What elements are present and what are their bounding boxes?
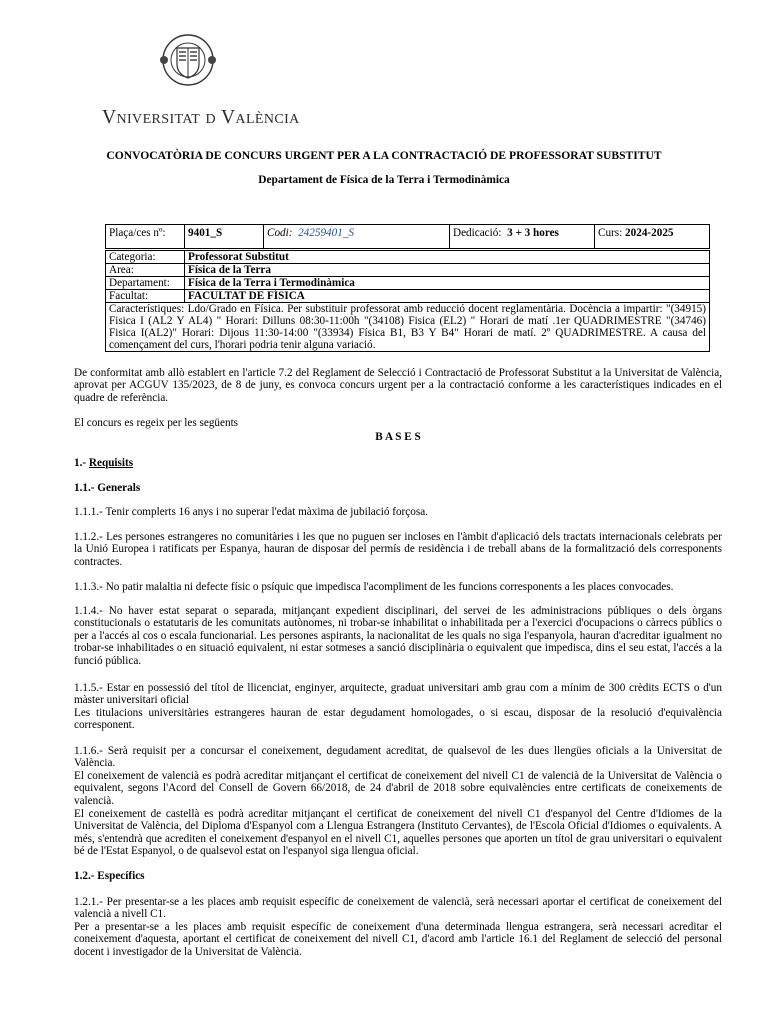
bases-heading: B A S E S	[375, 431, 421, 443]
summary-table	[105, 224, 710, 249]
university-seal-icon	[148, 34, 228, 86]
paragraph-1-1-6a: 1.1.6.- Serà requisit per a concursar el coneixement, degudament acreditat, de qualsevol de les dues llengües oficials a la Universitat de València.	[74, 745, 722, 770]
dedication-cell	[450, 225, 595, 249]
category-value: Professorat Substitut	[185, 251, 710, 264]
university-wordmark: Vniversitat d València	[102, 107, 300, 128]
dedication-label: Dedicació:	[453, 227, 502, 239]
page-title: CONVOCATÒRIA DE CONCURS URGENT PER A LA CONTRACTACIÓ DE PROFESSORAT SUBSTITUT	[106, 149, 662, 162]
area-label: Area:	[106, 264, 185, 277]
section-number: 1.-	[74, 457, 87, 469]
paragraph-1-2-1a: 1.2.1.- Per presentar-se a les places amb requisit específic de coneixement de valencià, serà necessari aportar el certificat de coneixement del valencià a nivell C1.	[74, 896, 722, 921]
paragraph-1-1-6c: El coneixement de castellà es podrà acreditar mitjançant el certificat de coneixement del nivell C1 d'espanyol del Centre d'Idiomes de la Universitat de València, del Diploma d'Espanyol com a Llengua Estrangera (Instituto Cervantes), de l'Escola Oficial d'Idiomes o equivalents. A més, s'entendrà que acrediten el coneixement d'espanyol en el nivell C1, aquelles persones que aporten un títol de grau universitari o equivalent bé de l'Estat Espanyol, o de qualsevol estat on l'espanyol siga llengua oficial.	[74, 808, 722, 858]
intro-paragraph: De conformitat amb allò establert en l'article 7.2 del Reglament de Selecció i Contractació de Professorat Substitut a la Universitat de València, aprovat per ACGUV 135/2023, de 8 de juny, es convoca concurs urgent per a la contractació conforme a les característiques indicades en el quadre de referència.	[74, 367, 722, 404]
faculty-label: Facultat:	[106, 290, 185, 303]
paragraph-1-1-1: 1.1.1.- Tenir complerts 16 anys i no superar l'edat màxima de jubilació forçosa.	[74, 506, 428, 518]
department-title: Departament de Física de la Terra i Termodinàmica	[258, 174, 510, 186]
paragraph-1-1-5b: Les titulacions universitàries estrangeres hauran de estar degudament homologades, o si escau, disposar de la resolució d'equivalència corresponent.	[74, 707, 722, 732]
code-label: Codi:	[267, 227, 293, 239]
section-requisits	[74, 457, 722, 469]
category-label: Categoria:	[106, 251, 185, 264]
course-label: Curs:	[598, 227, 623, 239]
paragraph-1-1-2: 1.1.2.- Les persones estrangeres no comunitàries i les que no puguen ser incloses en l'àmbit d'aplicació dels tractats internacionals celebrats per la Unió Europea i ratificats per Espanya, hauran de disposar del permís de residència i de treball abans de la formalització dels corresponents contractes.	[74, 531, 722, 568]
dedication-value: 3 + 3 hores	[507, 227, 559, 239]
details-table	[105, 250, 710, 352]
paragraph-1-2-1b: Per a presentar-se a les places amb requisit específic de coneixement d'una determinada llengua estrangera, serà necessari acreditar el coneixement d'aquesta, aportant el certificat de coneixement del nivell C1, d'acord amb l'article 16.1 del Reglament de selecció del personal docent i investigador de la Universitat de València.	[74, 921, 722, 958]
faculty-value: FACULTAT DE FÍSICA	[185, 290, 710, 303]
area-value: Física de la Terra	[185, 264, 710, 277]
department-label: Departament:	[106, 277, 185, 290]
place-value: 9401_S	[185, 225, 264, 249]
subsection-generals: 1.1.- Generals	[74, 482, 141, 494]
course-value: 2024-2025	[625, 227, 674, 239]
features-row	[106, 303, 710, 352]
paragraph-1-1-5a: 1.1.5.- Estar en possessió del títol de llicenciat, enginyer, arquitecte, graduat universitari amb grau com a mínim de 300 crèdits ECTS o d'un màster universitari oficial	[74, 682, 722, 707]
faculty-row	[106, 290, 710, 303]
category-row	[106, 251, 710, 264]
code-cell	[264, 225, 450, 249]
code-value: 24259401_S	[298, 227, 355, 239]
department-value: Física de la Terra i Termodinàmica	[185, 277, 710, 290]
course-cell	[595, 225, 710, 249]
paragraph-1-1-6b: El coneixement de valencià es podrà acreditar mitjançant el certificat de coneixement del nivell C1 de valencià de la Universitat de València o equivalent, segons l'Acord del Consell de Govern 66/2018, de 24 d'abril de 2018 sobre equivalències entre certificats de coneixements de valencià.	[74, 770, 722, 807]
summary-row	[106, 225, 710, 249]
section-title: Requisits	[88, 457, 134, 469]
area-row	[106, 264, 710, 277]
place-label: Plaça/ces nº:	[106, 225, 185, 249]
subsection-especifics: 1.2.- Específics	[74, 870, 145, 882]
department-row	[106, 277, 710, 290]
governed-text: El concurs es regeix per les següents	[74, 417, 239, 429]
features-text: Característiques: Ldo/Grado en Física. Per substituir professorat amb reducció docent reglamentària. Docència a impartir: "(34915) Fisica I (AL2 Y AL4) " Horari: Dilluns 08:30-11:00h "(34108) Fisica (EL2) " Horari de matí .1er QUADRIMESTRE "(34746) Fisica I(AL2)" Horari: Dijous 11:30-14:00 "(33934) Física B1, B3 Y B4" Horari de matí. 2º QUADRIMESTRE. A causa del començament del curs, l'horari podria tenir alguna variació.	[106, 303, 710, 352]
paragraph-1-1-3: 1.1.3.- No patir malaltia ni defecte físic o psíquic que impedisca l'acompliment de les funcions corresponents a les places convocades.	[74, 581, 674, 593]
paragraph-1-1-4: 1.1.4.- No haver estat separat o separada, mitjançant expedient disciplinari, del servei de les administracions públiques o dels òrgans constitucionals o estatutaris de les comunitats autònomes, ni trobar-se inhabilitat o inhabilitada per a l'exercici d'ocupacions o càrrecs públics o per a l'accés al cos o escala funcionarial. Les persones aspirants, la nacionalitat de les quals no siga l'espanyola, hauran d'acreditar igualment no trobar-se inhabilitades o en situació equivalent, ni estar sotmeses a sanció disciplinària o equivalent que impedisca, dins el seu estat, l'accés a la funció pública.	[74, 605, 722, 667]
